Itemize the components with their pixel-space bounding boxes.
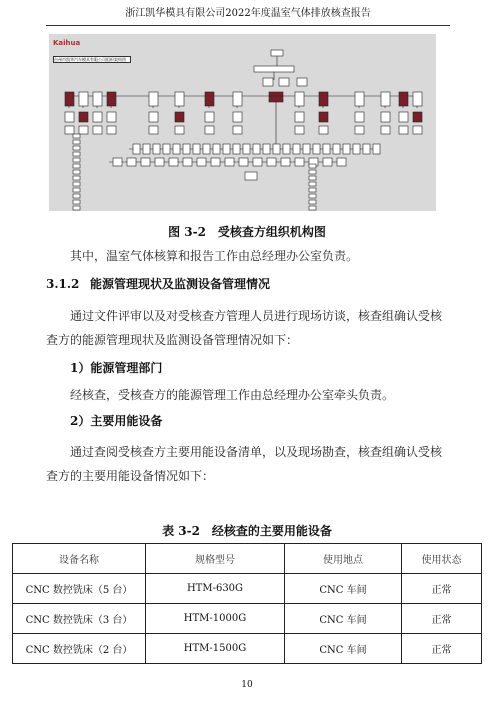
org-chart-mark	[73, 206, 80, 210]
col-header-location: 使用地点	[285, 544, 402, 574]
table-row	[13, 604, 482, 634]
org-chart-mark	[203, 144, 210, 154]
org-chart-mark	[149, 92, 158, 106]
org-chart-mark	[295, 112, 304, 122]
org-chart-mark	[155, 158, 164, 166]
org-chart-mark	[225, 158, 234, 166]
paragraph-2: 通过文件评审以及对受核查方管理人员进行现场访谈，核查组确认受核查方的能源管理现状及监测设备管理情况如下：	[46, 309, 443, 347]
org-chart-mark	[381, 112, 390, 122]
org-chart-mark	[107, 112, 116, 122]
org-chart-mark	[363, 144, 370, 154]
org-chart-mark	[309, 170, 316, 174]
org-chart-mark	[271, 50, 283, 56]
page-header: 浙江凯华模具有限公司2022年度温室气体排放核查报告	[46, 7, 450, 26]
org-chart-mark	[79, 126, 88, 134]
org-chart-mark	[127, 158, 136, 166]
org-chart-mark	[337, 158, 346, 166]
org-chart-mark	[283, 144, 290, 154]
org-chart-mark	[163, 144, 170, 154]
org-chart-mark	[175, 112, 184, 122]
org-chart-mark	[73, 158, 80, 162]
org-chart-mark	[183, 144, 190, 154]
org-chart-mark	[355, 112, 364, 122]
org-chart-mark	[309, 176, 316, 180]
org-chart-mark	[73, 134, 80, 138]
org-chart-mark	[239, 158, 248, 166]
org-chart-mark	[175, 126, 184, 134]
org-chart-mark	[243, 144, 250, 154]
cell-location: CNC 车间	[285, 604, 402, 634]
org-chart-mark	[309, 200, 316, 204]
org-chart-mark	[233, 144, 240, 154]
cell-model: HTM-630G	[146, 574, 285, 604]
org-chart-mark	[254, 66, 294, 72]
org-chart-image	[49, 34, 436, 211]
org-chart-mark	[65, 112, 74, 122]
org-chart-mark	[211, 158, 220, 166]
org-chart-mark	[353, 144, 360, 154]
org-chart-mark	[205, 112, 214, 122]
org-chart-mark	[309, 194, 316, 198]
org-chart-mark	[73, 176, 80, 180]
org-chart-mark	[73, 170, 80, 174]
org-chart-mark	[233, 112, 242, 122]
org-chart-mark	[293, 144, 300, 154]
equipment-table	[12, 543, 482, 664]
org-chart-mark	[295, 158, 304, 166]
table-header-row	[13, 544, 482, 574]
org-chart-mark	[113, 158, 122, 166]
org-chart-mark	[149, 126, 158, 134]
org-chart-mark	[73, 152, 80, 156]
org-chart-mark	[73, 140, 80, 144]
cell-status: 正常	[402, 574, 482, 604]
org-chart-mark	[143, 144, 150, 154]
cell-name: CNC 数控铣床（5 台）	[13, 574, 146, 604]
org-chart-mark	[233, 126, 242, 134]
page-number: 10	[241, 680, 253, 690]
org-chart-mark	[141, 158, 150, 166]
org-chart-mark	[399, 126, 408, 134]
org-chart-mark	[107, 92, 116, 106]
org-chart-mark	[205, 126, 214, 134]
org-chart-mark	[213, 144, 220, 154]
org-chart-mark	[205, 92, 214, 106]
org-chart-mark	[273, 144, 280, 154]
org-chart-mark	[309, 206, 316, 210]
org-chart-mark	[73, 194, 80, 198]
org-chart-mark	[253, 158, 262, 166]
figure-caption: 图 3-2 受核查方组织机构图	[168, 225, 326, 239]
org-chart-mark	[309, 164, 316, 168]
org-chart-mark	[281, 158, 290, 166]
org-chart-mark	[173, 144, 180, 154]
org-chart-mark	[73, 200, 80, 204]
org-chart-mark	[319, 112, 328, 122]
cell-status: 正常	[402, 634, 482, 664]
org-chart-mark	[269, 92, 283, 102]
org-chart-mark	[175, 92, 184, 106]
org-chart-mark	[323, 158, 332, 166]
org-chart-mark	[295, 126, 304, 134]
org-chart-mark	[133, 144, 140, 154]
org-chart-mark	[263, 78, 273, 86]
org-chart-mark	[303, 144, 310, 154]
col-header-status: 使用状态	[402, 544, 482, 574]
org-chart-mark	[253, 144, 260, 154]
org-chart-mark	[193, 144, 200, 154]
section-title: 能源管理现状及监测设备管理情况	[90, 277, 271, 291]
company-logo: Kaihua	[53, 39, 81, 47]
org-chart-mark	[333, 144, 340, 154]
cell-location: CNC 车间	[285, 634, 402, 664]
org-chart-mark	[73, 146, 80, 150]
org-chart-mark	[355, 126, 364, 134]
org-chart-mark	[413, 126, 422, 134]
cell-model: HTM-1000G	[146, 604, 285, 634]
org-chart-mark	[233, 92, 242, 106]
paragraph-4: 通过查阅受核查方主要用能设备清单，以及现场勘查，核查组确认受核查方的主要用能设备情况如下：	[46, 445, 443, 483]
org-chart-mark	[149, 112, 158, 122]
org-chart-mark	[381, 126, 390, 134]
org-chart-company-label: 台州市凯华汽车模具有限公司组织架构图	[53, 56, 131, 63]
org-chart-mark	[309, 188, 316, 192]
cell-name: CNC 数控铣床（3 台）	[13, 604, 146, 634]
org-chart-mark	[73, 182, 80, 186]
org-chart-mark	[197, 158, 206, 166]
org-chart-mark	[263, 144, 270, 154]
org-chart-mark	[355, 92, 364, 106]
table-row	[13, 634, 482, 664]
cell-name: CNC 数控铣床（2 台）	[13, 634, 146, 664]
org-chart-mark	[381, 92, 390, 106]
org-chart-mark	[73, 164, 80, 168]
org-chart-mark	[93, 112, 102, 122]
subheading-energy-dept: 1）能源管理部门	[70, 361, 163, 375]
org-chart-mark	[65, 126, 74, 134]
org-chart-mark	[183, 158, 192, 166]
org-chart-mark	[343, 144, 350, 154]
table-caption: 表 3-2 经核查的主要用能设备	[162, 524, 332, 538]
org-chart-mark	[279, 78, 289, 86]
org-chart-mark	[93, 126, 102, 134]
org-chart-mark	[169, 158, 178, 166]
subheading-main-equipment: 2）主要用能设备	[70, 414, 163, 428]
org-chart-mark	[413, 92, 422, 106]
org-chart-mark	[399, 112, 408, 122]
org-chart-mark	[107, 126, 116, 134]
org-chart-mark	[79, 92, 88, 106]
org-chart-mark	[323, 144, 330, 154]
org-chart-mark	[65, 92, 74, 106]
org-chart-mark	[313, 144, 320, 154]
table-row	[13, 574, 482, 604]
cell-location: CNC 车间	[285, 574, 402, 604]
org-chart-mark	[319, 126, 328, 134]
org-chart-mark	[413, 112, 422, 122]
org-chart-mark	[373, 144, 380, 154]
org-chart-mark	[297, 78, 307, 86]
org-chart-mark	[245, 172, 257, 180]
col-header-name: 设备名称	[13, 544, 146, 574]
org-chart-mark	[73, 188, 80, 192]
org-chart-mark	[319, 92, 328, 106]
org-chart-mark	[295, 92, 304, 106]
org-chart-mark	[79, 112, 88, 122]
org-chart-mark	[223, 144, 230, 154]
org-chart-mark	[399, 92, 408, 106]
org-chart-mark	[309, 182, 316, 186]
org-chart-mark	[153, 144, 160, 154]
section-number: 3.1.2	[46, 277, 80, 291]
cell-status: 正常	[402, 604, 482, 634]
org-chart-mark	[93, 92, 102, 106]
org-chart-mark	[267, 158, 276, 166]
col-header-model: 规格型号	[146, 544, 285, 574]
paragraph-1: 其中，温室气体核算和报告工作由总经理办公室负责。	[70, 249, 359, 263]
cell-model: HTM-1500G	[146, 634, 285, 664]
paragraph-3: 经核查，受核查方的能源管理工作由总经理办公室牵头负责。	[70, 388, 395, 402]
